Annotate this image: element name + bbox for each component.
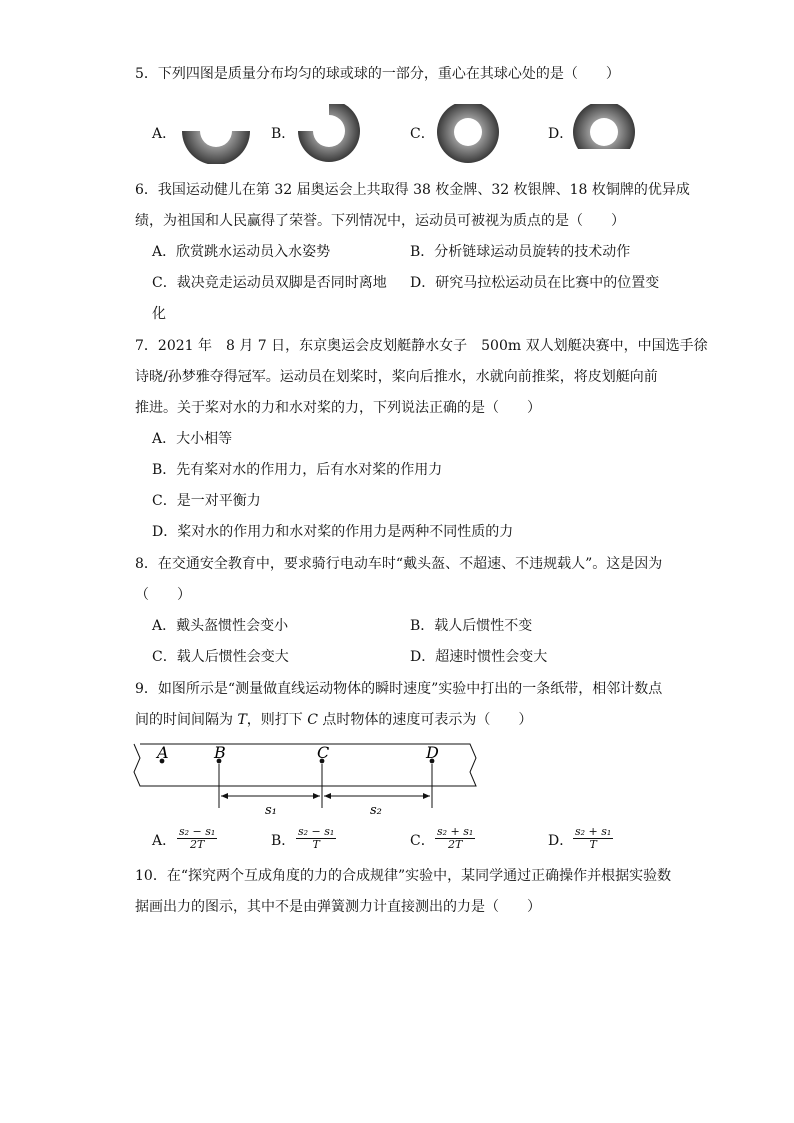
q9-option-c-label: C． <box>410 833 435 849</box>
q8-option-d: D．超速时惯性会变大 <box>410 649 548 665</box>
q10-stem-line2: 据画出力的图示，其中不是由弹簧测力计直接测出的力是（ ） <box>135 899 541 915</box>
q9-option-b-den: T <box>312 838 320 851</box>
q9-option-d-label: D． <box>548 833 574 849</box>
q10-stem-line1: 10．在“探究两个互成角度的力的合成规律”实验中，某同学通过正确操作并根据实验数 <box>135 868 672 884</box>
q6-option-c: C．裁决竞走运动员双脚是否同时离地 <box>152 275 387 291</box>
q9-stem-part1: 间的时间间隔为 <box>135 712 238 728</box>
q9-option-c-den: 2T <box>447 838 463 851</box>
q7-option-b: B．先有桨对水的作用力，后有水对桨的作用力 <box>152 462 443 478</box>
q5-label-c: C． <box>410 126 435 142</box>
label-a: A <box>157 743 169 762</box>
label-b: B <box>214 743 226 762</box>
q5-figures <box>0 104 794 164</box>
figure-b-three-quarter-shell <box>298 104 360 162</box>
q6-option-d-wrap: 化 <box>152 306 166 322</box>
dimension-s1 <box>221 793 320 799</box>
q9-option-d-num: s₂ + s₁ <box>575 825 612 838</box>
figure-a-half-shell <box>182 131 250 164</box>
label-d: D <box>426 743 439 762</box>
q6-stem-line2: 绩，为祖国和人民赢得了荣誉。下列情况中，运动员可被视为质点的是（ ） <box>135 213 625 229</box>
q9-stem-part3: 点时物体的速度可表示为（ ） <box>317 712 533 728</box>
q6-option-b: B．分析链球运动员旋转的技术动作 <box>410 244 631 260</box>
q9-option-d-fraction <box>573 826 613 851</box>
q8-option-a: A．戴头盔惯性会变小 <box>152 618 289 634</box>
q9-option-c-fraction <box>435 826 475 851</box>
q7-option-d: D．桨对水的作用力和水对桨的作用力是两种不同性质的力 <box>152 524 514 540</box>
q8-option-b: B．载人后惯性不变 <box>410 618 533 634</box>
q9-stem-part2: ，则打下 <box>246 712 308 728</box>
q9-stem-line2 <box>135 710 532 730</box>
q9-option-a-fraction <box>177 826 217 851</box>
q5-stem: 5．下列四图是质量分布均匀的球或球的一部分，重心在其球心处的是（ ） <box>135 66 620 82</box>
dimension-s2 <box>324 793 430 799</box>
q9-option-b-label: B． <box>271 833 296 849</box>
q5-label-b: B． <box>271 126 296 142</box>
figure-d-truncated-shell <box>573 104 635 163</box>
tape-outline <box>134 744 476 786</box>
label-c: C <box>317 743 330 762</box>
q9-paper-tape-diagram <box>0 738 794 828</box>
q7-stem-line2: 诗晓/孙梦雅夺得冠军。运动员在划桨时，桨向后推水，水就向前推桨，将皮划艇向前 <box>135 369 658 385</box>
q7-option-a: A．大小相等 <box>152 431 233 447</box>
q7-option-c: C．是一对平衡力 <box>152 493 261 509</box>
q6-option-d: D．研究马拉松运动员在比赛中的位置变 <box>410 275 660 291</box>
q9-var-c: C <box>307 712 318 728</box>
q9-stem-line1: 9．如图所示是“测量做直线运动物体的瞬时速度”实验中打出的一条纸带，相邻计数点 <box>135 681 663 697</box>
q9-option-b-fraction <box>296 826 336 851</box>
q6-option-a: A．欣赏跳水运动员入水姿势 <box>152 244 331 260</box>
q8-stem-line1: 8．在交通安全教育中，要求骑行电动车时“戴头盔、不超速、不违规载人”。这是因为 <box>135 556 663 572</box>
q7-stem-line3: 推进。关于桨对水的力和水对桨的力，下列说法正确的是（ ） <box>135 400 541 416</box>
q9-option-a-den: 2T <box>189 838 205 851</box>
q5-label-d: D． <box>548 126 574 142</box>
figure-c-hole <box>454 118 482 146</box>
q6-stem-line1: 6．我国运动健儿在第 32 届奥运会上共取得 38 枚金牌、32 枚银牌、18 枚铜牌的优异成 <box>135 182 690 198</box>
q8-stem-line2: （ ） <box>135 587 191 603</box>
q9-option-a-num: s₂ − s₁ <box>179 825 216 838</box>
q9-var-t: T <box>237 712 247 728</box>
label-s2: s₂ <box>370 803 382 818</box>
q9-option-d-den: T <box>589 838 597 851</box>
label-s1: s₁ <box>265 803 277 818</box>
q5-label-a: A． <box>152 126 177 142</box>
q7-stem-line1: 7．2021 年 8 月 7 日，东京奥运会皮划艇静水女子 500m 双人划艇决赛中，中国选手徐 <box>135 338 708 354</box>
q9-option-a-label: A． <box>152 833 177 849</box>
q8-option-c: C．载人后惯性会变大 <box>152 649 289 665</box>
q9-option-b-num: s₂ − s₁ <box>298 825 335 838</box>
q9-option-c-num: s₂ + s₁ <box>437 825 474 838</box>
